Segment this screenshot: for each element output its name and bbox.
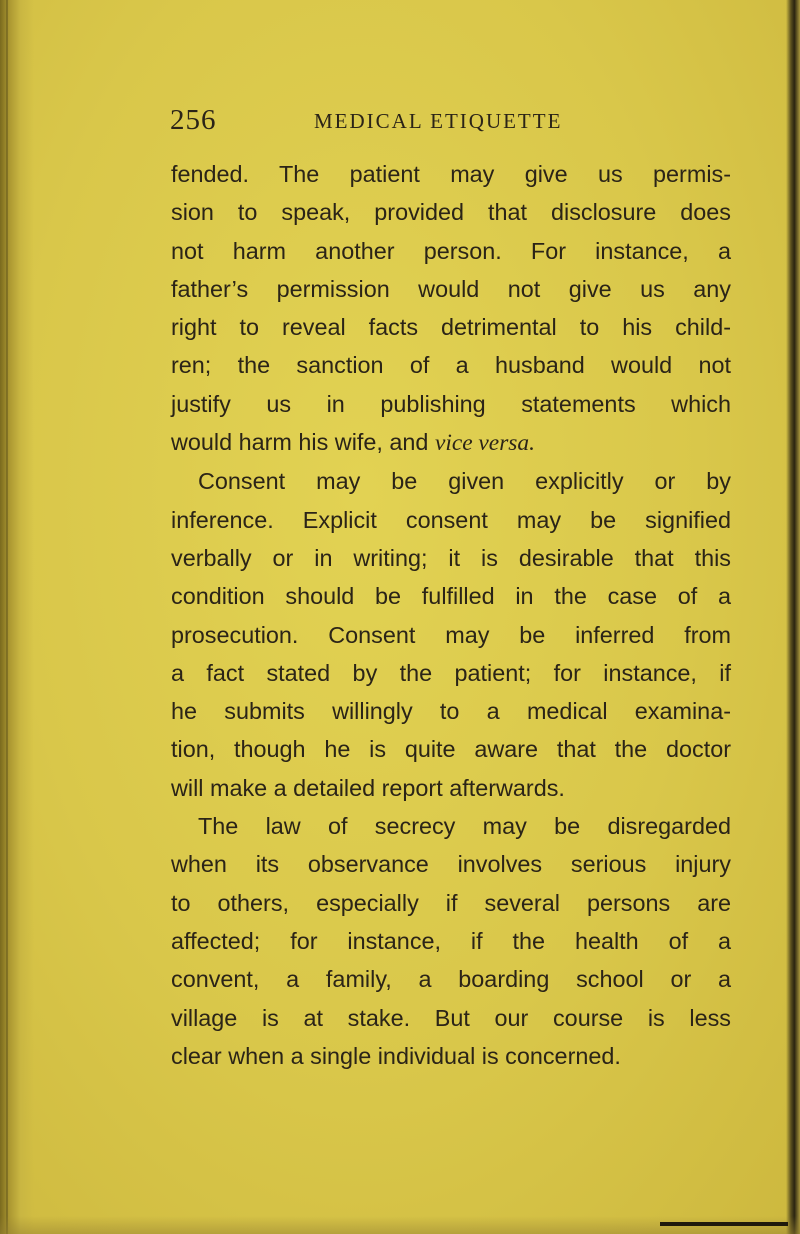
text-line: to others, especially if several persons are bbox=[171, 889, 731, 916]
page-header bbox=[170, 104, 730, 144]
text-line: would harm his wife, and bbox=[171, 429, 429, 456]
text-line: village is at stake. But our course is less bbox=[171, 1004, 731, 1031]
text-line: fended. The patient may give us permis- bbox=[171, 161, 731, 187]
text-line: he submits willingly to a medical examina- bbox=[171, 698, 731, 725]
text-line: a fact stated by the patient; for instance, if bbox=[171, 659, 731, 686]
text-line: father’s permission would not give us any bbox=[171, 275, 731, 302]
italic-phrase: vice versa. bbox=[434, 430, 535, 457]
text-line: affected; for instance, if the health of a bbox=[171, 927, 731, 954]
text-line: convent, a family, a boarding school or a bbox=[171, 966, 731, 993]
text-line: right to reveal facts detrimental to his child- bbox=[171, 314, 731, 341]
text-line-with-italic bbox=[171, 423, 731, 462]
page-edge bbox=[786, 0, 800, 1234]
page-edge-mark bbox=[660, 1222, 788, 1226]
text-line: verbally or in writing; it is desirable that this bbox=[171, 544, 731, 571]
text-line: inference. Explicit consent may be signified bbox=[171, 506, 731, 533]
text-line: tion, though he is quite aware that the doctor bbox=[171, 736, 731, 763]
paragraph-start: The law of secrecy may be disregarded bbox=[198, 813, 731, 840]
running-head: MEDICAL ETIQUETTE bbox=[314, 109, 563, 133]
text-line: when its observance involves serious injury bbox=[171, 851, 731, 878]
text-line: will make a detailed report afterwards. bbox=[171, 774, 565, 801]
text-line: condition should be fulfilled in the case of a bbox=[171, 583, 731, 610]
text-line: prosecution. Consent may be inferred from bbox=[171, 621, 731, 648]
page-number: 256 bbox=[170, 104, 217, 136]
text-line: sion to speak, provided that disclosure does bbox=[171, 199, 731, 226]
text-line: ren; the sanction of a husband would not bbox=[171, 352, 731, 379]
book-binding-gutter bbox=[0, 0, 34, 1234]
text-line: justify us in publishing statements which bbox=[171, 390, 731, 417]
text-line: not harm another person. For instance, a bbox=[171, 237, 731, 264]
body-text bbox=[171, 155, 731, 1075]
paragraph-start: Consent may be given explicitly or by bbox=[198, 468, 731, 495]
text-line: clear when a single individual is concerned. bbox=[171, 1042, 621, 1069]
